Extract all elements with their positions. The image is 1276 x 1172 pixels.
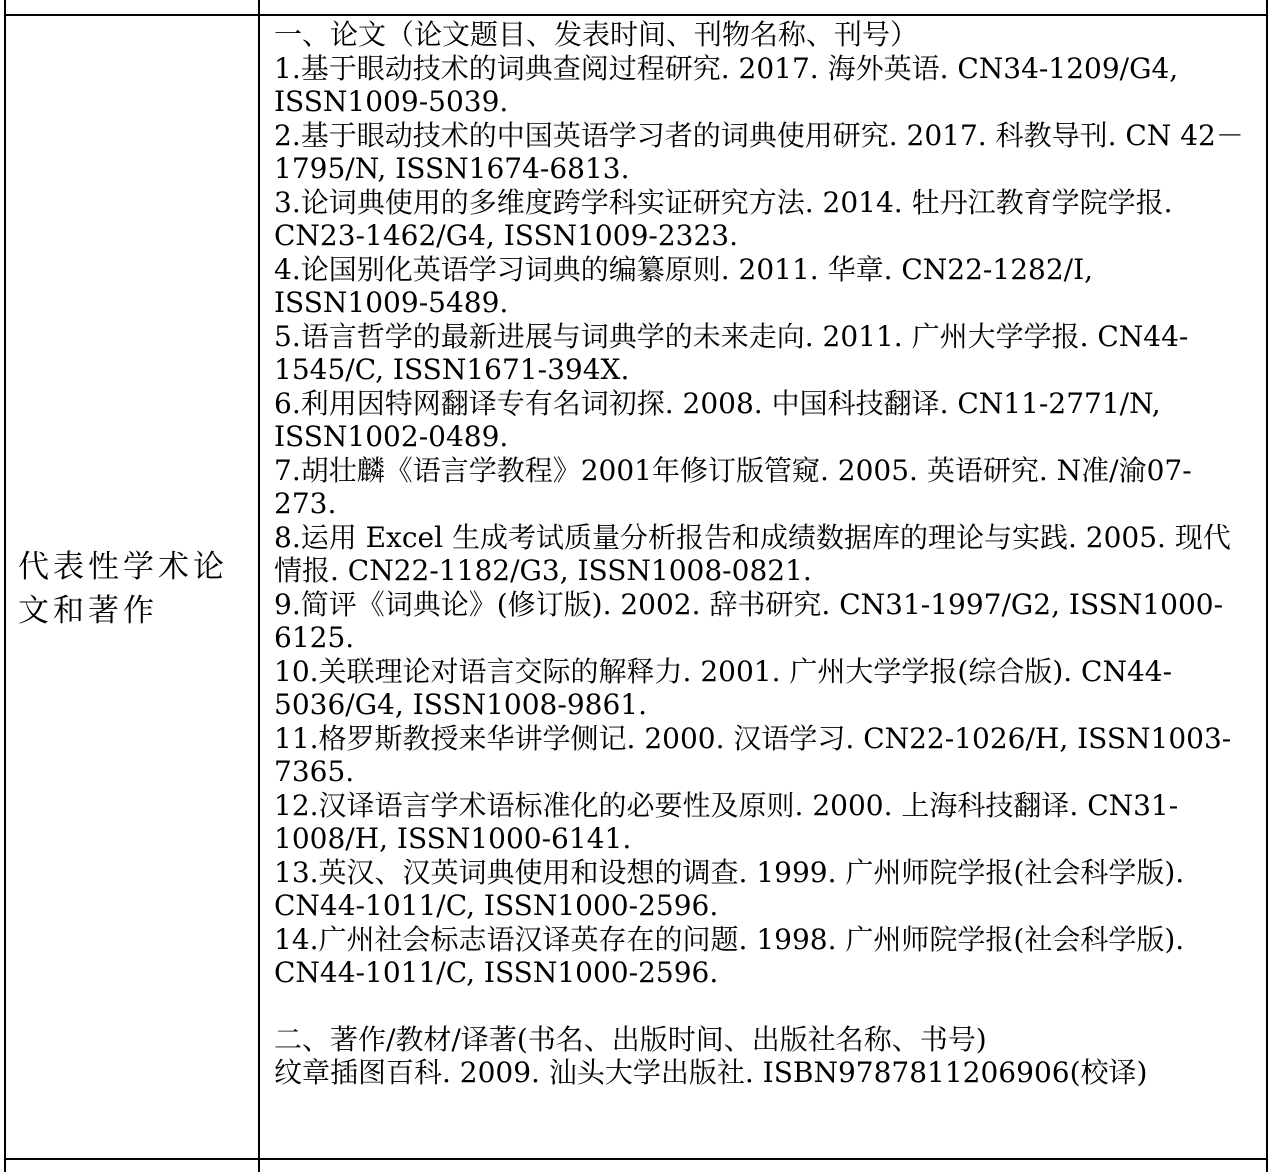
books-heading: 二、著作/教材/译著(书名、出版时间、出版社名称、书号) — [274, 1022, 987, 1056]
paper-item-13: 13.英汉、汉英词典使用和设想的调查. 1999. 广州师院学报(社会科学版). CN44-1011/C, ISSN1000-2596. — [274, 855, 1185, 922]
paper-item-5: 5.语言哲学的最新进展与词典学的未来走向. 2011. 广州大学学报. CN44-1545/C, ISSN1671-394X. — [274, 319, 1189, 386]
paper-item-7: 7.胡壮麟《语言学教程》2001年修订版管窥. 2005. 英语研究. N准/渝07-273. — [274, 453, 1192, 520]
section-spacer — [274, 990, 1252, 1023]
table-border-middle — [258, 0, 260, 1172]
table-border-bottom — [4, 1158, 1268, 1160]
paper-item-1: 1.基于眼动技术的词典查阅过程研究. 2017. 海外英语. CN34-1209/G4, ISSN1009-5039. — [274, 51, 1179, 118]
paper-item-2: 2.基于眼动技术的中国英语学习者的词典使用研究. 2017. 科教导刊. CN 42－1795/N, ISSN1674-6813. — [274, 118, 1244, 185]
paper-item-10: 10.关联理论对语言交际的解释力. 2001. 广州大学学报(综合版). CN44-5036/G4, ISSN1008-9861. — [274, 654, 1173, 721]
table-border-left — [4, 0, 6, 1172]
paper-item-12: 12.汉译语言学术语标准化的必要性及原则. 2000. 上海科技翻译. CN31-1008/H, ISSN1000-6141. — [274, 788, 1179, 855]
paper-item-6: 6.利用因特网翻译专有名词初探. 2008. 中国科技翻译. CN11-2771/N, ISSN1002-0489. — [274, 386, 1161, 453]
paper-item-4: 4.论国别化英语学习词典的编纂原则. 2011. 华章. CN22-1282/I, ISSN1009-5489. — [274, 252, 1094, 319]
row-content-cell — [274, 18, 1252, 1090]
book-item-1: 纹章插图百科. 2009. 汕头大学出版社. ISBN9787811206906(校译) — [274, 1056, 1148, 1089]
row-label: 代表性学术论文和著作 — [18, 549, 228, 629]
table-border-right — [1266, 0, 1268, 1172]
paper-item-3: 3.论词典使用的多维度跨学科实证研究方法. 2014. 牡丹江教育学院学报. CN23-1462/G4, ISSN1009-2323. — [274, 185, 1173, 252]
paper-item-11: 11.格罗斯教授来华讲学侧记. 2000. 汉语学习. CN22-1026/H, ISSN1003-7365. — [274, 721, 1232, 788]
papers-heading: 一、论文（论文题目、发表时间、刊物名称、刊号） — [274, 18, 919, 51]
paper-item-9: 9.简评《词典论》(修订版). 2002. 辞书研究. CN31-1997/G2, ISSN1000-6125. — [274, 587, 1224, 654]
table-border-top — [4, 14, 1268, 16]
paper-item-14: 14.广州社会标志语汉译英存在的问题. 1998. 广州师院学报(社会科学版). CN44-1011/C, ISSN1000-2596. — [274, 922, 1185, 989]
paper-item-8: 8.运用 Excel 生成考试质量分析报告和成绩数据库的理论与实践. 2005. 现代情报. CN22-1182/G3, ISSN1008-0821. — [274, 520, 1231, 587]
row-label-cell — [18, 545, 254, 633]
